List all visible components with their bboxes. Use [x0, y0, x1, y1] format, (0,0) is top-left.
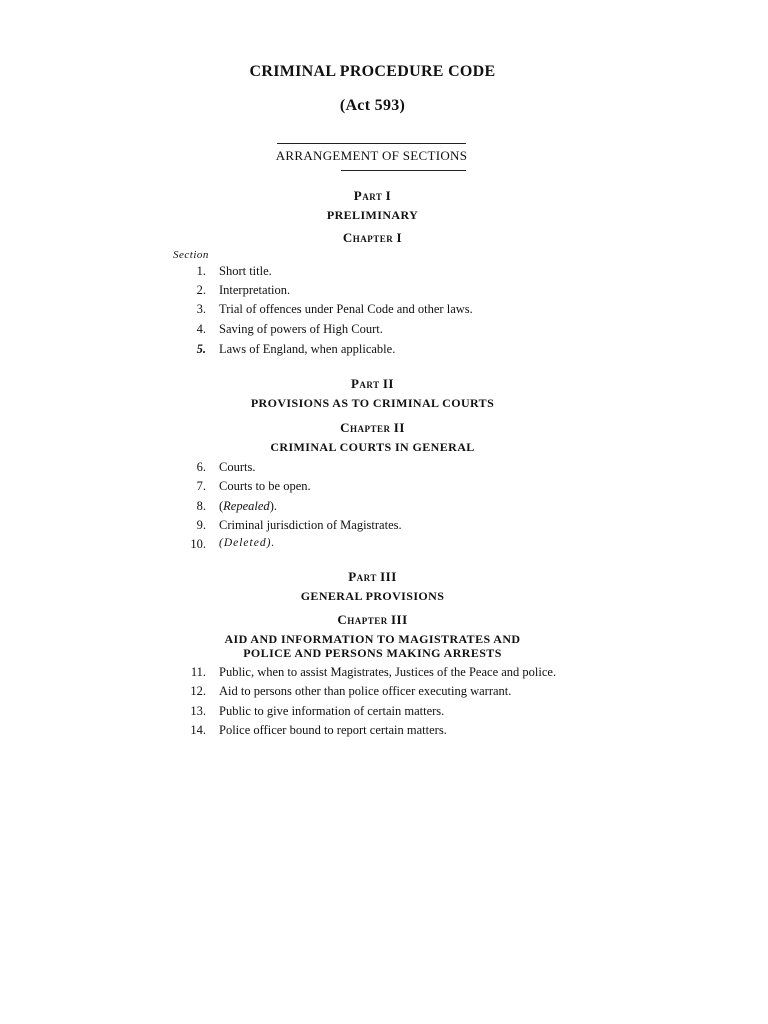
- section-number: 6.: [196, 460, 206, 474]
- divider-bottom: [341, 170, 466, 171]
- chapter-3-heading: [0, 612, 745, 628]
- part-1-heading: [0, 188, 745, 204]
- section-title: Saving of powers of High Court.: [219, 322, 383, 336]
- chapter-2-title: CRIMINAL COURTS IN GENERAL: [270, 440, 475, 454]
- section-title: Police officer bound to report certain matters.: [219, 723, 447, 737]
- section-row: [0, 684, 768, 702]
- chapter-2-number: II: [393, 420, 405, 435]
- section-title: Laws of England, when applicable.: [219, 342, 396, 356]
- section-row: [0, 460, 768, 478]
- section-title: Short title.: [219, 264, 272, 278]
- document-title: CRIMINAL PROCEDURE CODE: [249, 63, 496, 80]
- section-title: Interpretation.: [219, 283, 291, 297]
- section-number: 9.: [196, 518, 206, 532]
- section-row: [0, 264, 768, 282]
- section-number: 12.: [190, 684, 206, 698]
- act-number: (Act 593): [339, 97, 406, 114]
- section-row: [0, 342, 768, 360]
- part-1-word: Part: [353, 188, 383, 203]
- part-2-title: PROVISIONS AS TO CRIMINAL COURTS: [250, 396, 495, 410]
- section-row: [0, 537, 768, 555]
- section-number: 7.: [196, 479, 206, 493]
- chapter-2-word: Chapter: [340, 420, 391, 435]
- section-number: 14.: [190, 723, 206, 737]
- section-row: [0, 302, 768, 320]
- section-title: Courts to be open.: [219, 479, 311, 493]
- section-title-italic: Repealed: [223, 499, 270, 513]
- section-title: Aid to persons other than police officer executing warrant.: [219, 684, 512, 698]
- section-number: 8.: [196, 499, 206, 513]
- section-title-open: (: [219, 499, 224, 513]
- part-3-number: III: [380, 569, 397, 584]
- section-number: 13.: [190, 704, 206, 718]
- section-row: [0, 518, 768, 536]
- chapter-3-title-line-1: AID AND INFORMATION TO MAGISTRATES AND: [224, 632, 521, 646]
- section-row: [0, 283, 768, 301]
- section-number: 4.: [196, 322, 206, 336]
- section-title: Courts.: [219, 460, 256, 474]
- part-3-word: Part: [348, 569, 377, 584]
- section-row: [0, 322, 768, 340]
- section-number: 3.: [196, 302, 206, 316]
- section-row: [0, 665, 768, 683]
- part-3-heading: [0, 569, 745, 585]
- part-1-title: PRELIMINARY: [326, 208, 419, 222]
- chapter-2-heading: [0, 420, 745, 436]
- part-3-title: GENERAL PROVISIONS: [300, 589, 445, 603]
- section-title: Trial of offences under Penal Code and other laws.: [219, 302, 473, 316]
- section-number: 10.: [190, 537, 206, 551]
- chapter-1-word: Chapter: [342, 230, 394, 245]
- section-title: Public to give information of certain matters.: [219, 704, 445, 718]
- section-row: [0, 479, 768, 497]
- section-row: [0, 704, 768, 722]
- section-number: 11.: [190, 665, 206, 679]
- part-2-word: Part: [350, 376, 380, 391]
- chapter-3-title-line-2: POLICE AND PERSONS MAKING ARRESTS: [243, 646, 502, 660]
- part-1-number: I: [385, 188, 392, 203]
- section-title: (Deleted).: [219, 537, 276, 549]
- section-column-label: Section: [173, 249, 209, 261]
- chapter-3-word: Chapter: [337, 612, 388, 627]
- section-number: 5.: [196, 342, 206, 356]
- chapter-3-number: III: [390, 612, 408, 627]
- part-2-number: II: [382, 376, 394, 391]
- section-title: [219, 499, 277, 514]
- section-number: 1.: [196, 264, 206, 278]
- section-title-close: ).: [269, 499, 277, 513]
- chapter-1-number: I: [396, 230, 403, 245]
- section-number: 2.: [196, 283, 206, 297]
- section-row: [0, 723, 768, 741]
- divider-top: [277, 143, 466, 144]
- arrangement-heading: ARRANGEMENT OF SECTIONS: [275, 148, 468, 163]
- section-title: Public, when to assist Magistrates, Justices of the Peace and police.: [219, 665, 557, 679]
- section-title: Criminal jurisdiction of Magistrates.: [219, 518, 402, 532]
- part-2-heading: [0, 376, 745, 392]
- section-row: [0, 499, 768, 517]
- chapter-1-heading: [0, 230, 745, 246]
